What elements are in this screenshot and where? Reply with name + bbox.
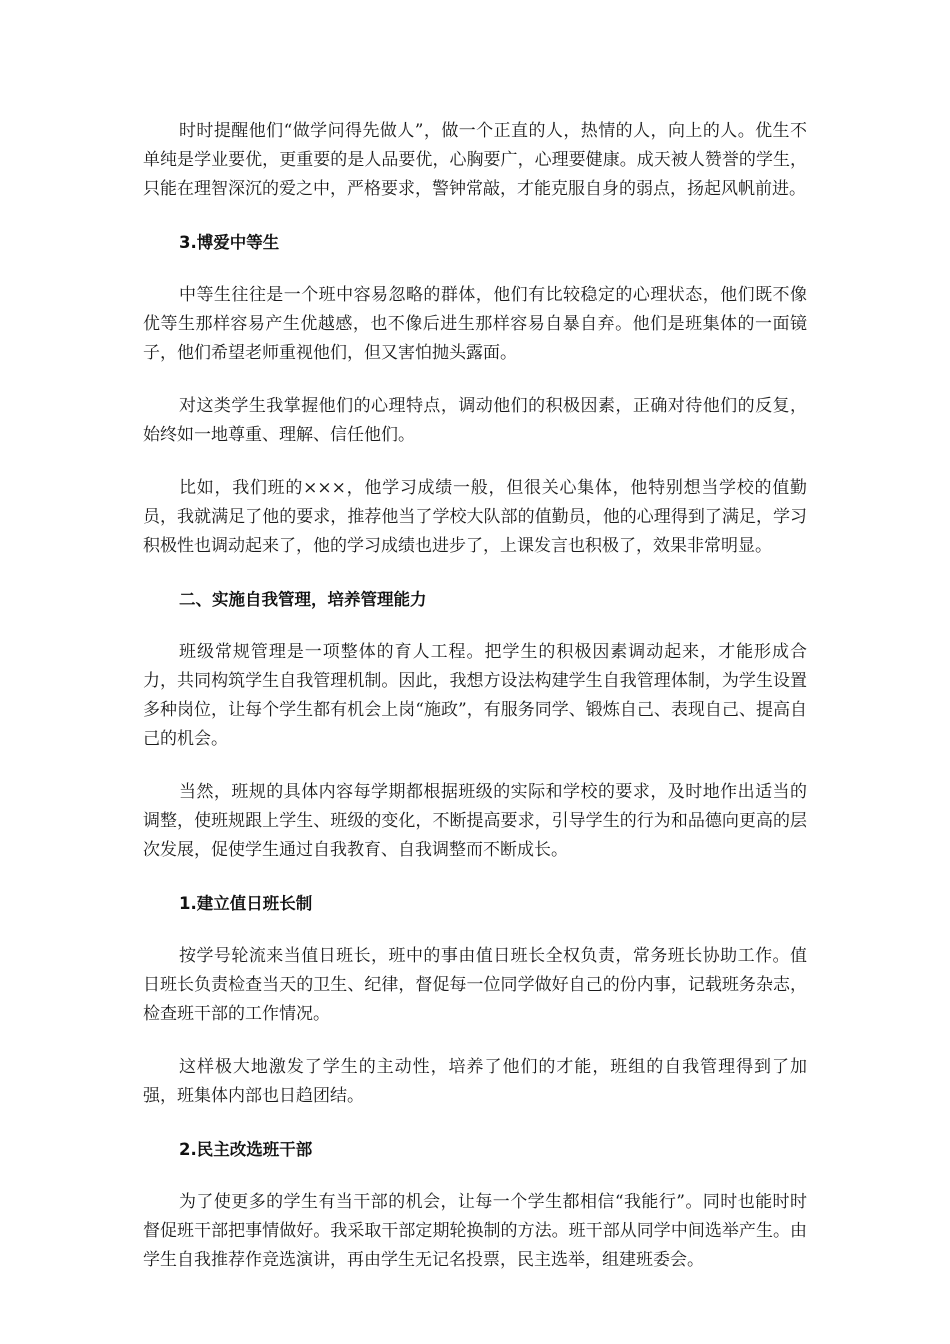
paragraph: 对这类学生我掌握他们的心理特点，调动他们的积极因素，正确对待他们的反复，始终如一地尊重、理解、信任他们。 — [143, 396, 807, 445]
paragraph: 比如，我们班的×××，他学习成绩一般，但很关心集体，他特别想当学校的值勤员，我就满足了他的要求，推荐他当了学校大队部的值勤员，他的心理得到了满足，学习积极性也调动起来了，他的学习成绩也进步了，上课发言也积极了，效果非常明显。 — [143, 478, 807, 556]
paragraph: 这样极大地激发了学生的主动性，培养了他们的才能，班组的自我管理得到了加强，班集体内部也日趋团结。 — [143, 1057, 807, 1106]
paragraph: 为了使更多的学生有当干部的机会，让每一个学生都相信“我能行”。同时也能时时督促班干部把事情做好。我采取干部定期轮换制的方法。班干部从同学中间选举产生。由学生自我推荐作竞选演讲，再由学生无记名投票，民主选举，组建班委会。 — [143, 1192, 807, 1270]
paragraph: 班级常规管理是一项整体的育人工程。把学生的积极因素调动起来，才能形成合力，共同构筑学生自我管理机制。因此，我想方设法构建学生自我管理体制，为学生设置多种岗位，让每个学生都有机会上岗“施政”，有服务同学、锻炼自己、表现自己、提高自己的机会。 — [143, 642, 807, 749]
paragraph: 中等生往往是一个班中容易忽略的群体，他们有比较稳定的心理状态，他们既不像优等生那样容易产生优越感，也不像后进生那样容易自暴自弃。他们是班集体的一面镜子，他们希望老师重视他们，但又害怕抛头露面。 — [143, 285, 807, 363]
section-heading: 1.建立值日班长制 — [179, 894, 313, 913]
section-heading: 二、实施自我管理，培养管理能力 — [179, 590, 427, 609]
section-heading: 2.民主改选班干部 — [179, 1140, 313, 1159]
paragraph: 按学号轮流来当值日班长，班中的事由值日班长全权负责，常务班长协助工作。值日班长负责检查当天的卫生、纪律，督促每一位同学做好自己的份内事，记载班务杂志，检查班干部的工作情况。 — [143, 946, 807, 1024]
paragraph: 时时提醒他们“做学问得先做人”，做一个正直的人，热情的人，向上的人。优生不单纯是学业要优，更重要的是人品要优，心胸要广，心理要健康。成天被人赞誉的学生，只能在理智深沉的爱之中，严格要求，警钟常敲，才能克服自身的弱点，扬起风帆前进。 — [143, 121, 807, 199]
document-body — [143, 117, 807, 1299]
section-heading: 3.博爱中等生 — [179, 233, 280, 252]
paragraph: 当然，班规的具体内容每学期都根据班级的实际和学校的要求，及时地作出适当的调整，使班规跟上学生、班级的变化，不断提高要求，引导学生的行为和品德向更高的层次发展，促使学生通过自我教育、自我调整而不断成长。 — [143, 782, 807, 860]
